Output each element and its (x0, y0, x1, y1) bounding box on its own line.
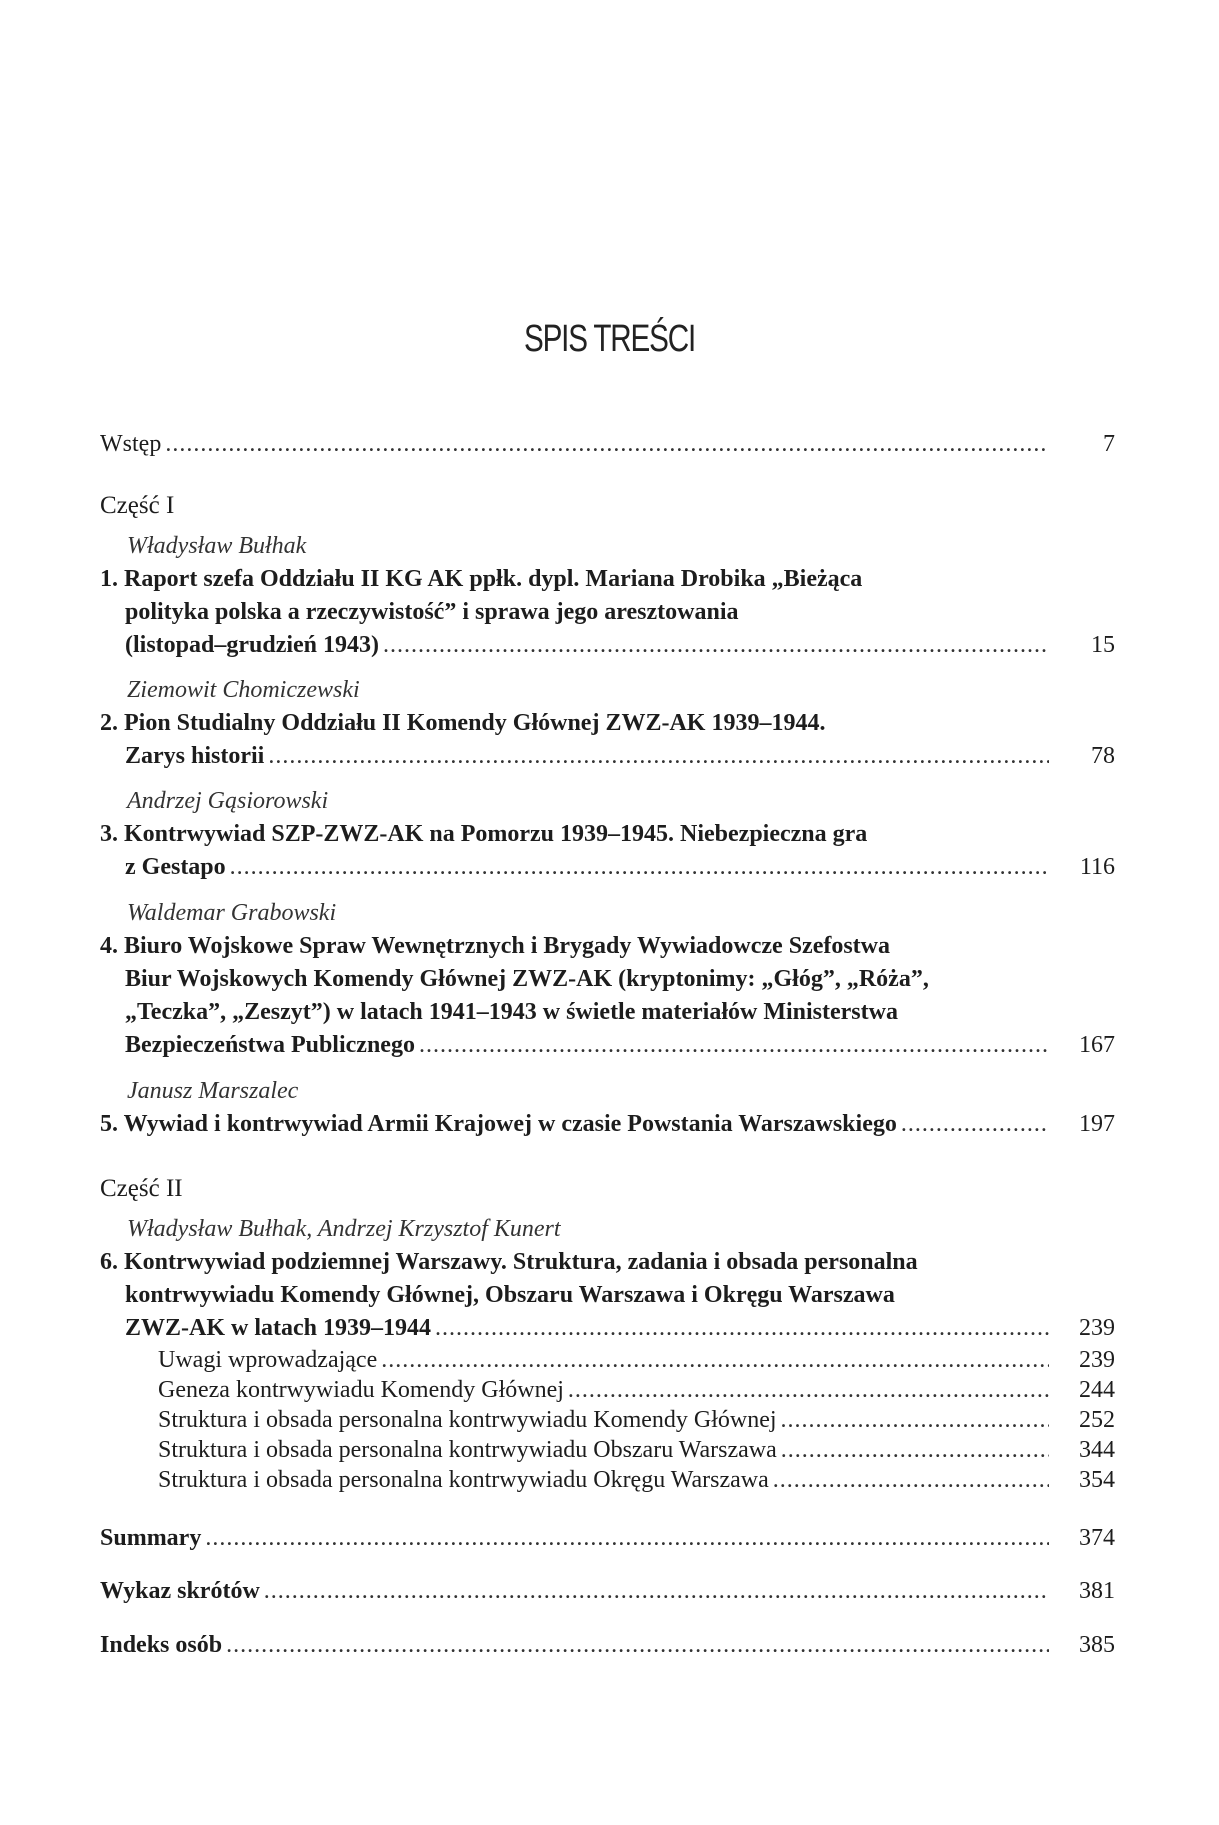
page-number: 7 (1103, 431, 1115, 457)
toc-entry-5[interactable] (100, 1075, 1115, 1141)
page-number: 239 (1079, 1347, 1115, 1373)
entry-title-line: 1. Raport szefa Oddziału II KG AK ppłk. dypl. Mariana Drobika „Bieżąca (100, 566, 863, 592)
entry-title-line: 2. Pion Studialny Oddziału II Komendy Głównej ZWZ-AK 1939–1944. (100, 710, 826, 736)
entry-title-line: (listopad–grudzień 1943) (125, 632, 380, 658)
entry-title-line: 4. Biuro Wojskowe Spraw Wewnętrznych i Brygady Wywiadowcze Szefostwa (100, 933, 890, 959)
toc-entry-summary[interactable] (100, 1522, 1115, 1555)
entry-label: Wykaz skrótów (100, 1578, 260, 1604)
page-number: 385 (1079, 1632, 1115, 1658)
toc-entry-abbreviations[interactable] (100, 1575, 1115, 1608)
leader-dots (165, 428, 1049, 461)
toc-entry-3[interactable] (100, 785, 1115, 884)
page-number: 354 (1079, 1467, 1115, 1493)
entry-title-line: Biur Wojskowych Komendy Głównej ZWZ-AK (kryptonimy: „Głóg”, „Róża”, (125, 966, 929, 992)
page-number: 15 (1091, 632, 1115, 658)
leader-dots (205, 1522, 1049, 1555)
leader-dots (568, 1375, 1049, 1405)
toc-subentry[interactable] (100, 1435, 1115, 1465)
toc-subentry[interactable] (100, 1345, 1115, 1375)
leader-dots (419, 1029, 1049, 1062)
page-number: 239 (1079, 1315, 1115, 1341)
entry-author: Andrzej Gąsiorowski (127, 788, 329, 814)
leader-dots (781, 1405, 1049, 1435)
entry-title-line: 3. Kontrwywiad SZP-ZWZ-AK na Pomorzu 1939–1945. Niebezpieczna gra (100, 821, 868, 847)
entry-label: Summary (100, 1525, 202, 1551)
entry-label: Indeks osób (100, 1632, 223, 1658)
toc-subentry[interactable] (100, 1405, 1115, 1435)
entry-author: Władysław Bułhak (127, 533, 307, 559)
toc-entry-index[interactable] (100, 1629, 1115, 1662)
entry-author: Władysław Bułhak, Andrzej Krzysztof Kunert (127, 1216, 561, 1242)
entry-title-line: Zarys historii (125, 743, 265, 769)
part-heading-1: Część I (100, 492, 175, 519)
page-number: 197 (1079, 1111, 1115, 1137)
toc-entry-1[interactable] (100, 530, 1115, 662)
subentry-label: Struktura i obsada personalna kontrwywiadu Okręgu Warszawa (158, 1467, 769, 1493)
leader-dots (435, 1312, 1049, 1345)
leader-dots (383, 629, 1049, 662)
leader-dots (781, 1435, 1049, 1465)
page-number: 381 (1079, 1578, 1115, 1604)
toc-subentry[interactable] (100, 1465, 1115, 1495)
page-number: 374 (1079, 1525, 1115, 1551)
entry-title-line: „Teczka”, „Zeszyt”) w latach 1941–1943 w świetle materiałów Ministerstwa (125, 999, 898, 1025)
entry-label: Wstęp (100, 431, 162, 457)
entry-title-line: 5. Wywiad i kontrwywiad Armii Krajowej w czasie Powstania Warszawskiego (100, 1111, 897, 1137)
entry-author: Ziemowit Chomiczewski (127, 677, 360, 703)
entry-title-line: ZWZ-AK w latach 1939–1944 (125, 1315, 431, 1341)
subentry-label: Struktura i obsada personalna kontrwywiadu Obszaru Warszawa (158, 1437, 777, 1463)
leader-dots (226, 1629, 1049, 1662)
entry-title-line: polityka polska a rzeczywistość” i sprawa jego aresztowania (125, 599, 739, 625)
entry-title-line: Bezpieczeństwa Publicznego (125, 1032, 415, 1058)
leader-dots (230, 851, 1049, 884)
leader-dots (264, 1575, 1049, 1608)
toc-entry-4[interactable] (100, 897, 1115, 1062)
page-title: SPIS TREŚCI (523, 318, 696, 360)
entry-title-line: z Gestapo (125, 854, 226, 880)
subentry-label: Struktura i obsada personalna kontrwywiadu Komendy Głównej (158, 1407, 777, 1433)
toc-entry-wstep[interactable] (100, 428, 1115, 461)
entry-title-line: 6. Kontrwywiad podziemnej Warszawy. Struktura, zadania i obsada personalna (100, 1249, 918, 1275)
toc-subentry[interactable] (100, 1375, 1115, 1405)
page-number: 78 (1091, 743, 1115, 769)
entry-author: Waldemar Grabowski (127, 900, 337, 926)
leader-dots (268, 740, 1049, 773)
toc-entry-6[interactable] (100, 1213, 1115, 1495)
leader-dots (381, 1345, 1049, 1375)
leader-dots (773, 1465, 1049, 1495)
page-number: 344 (1079, 1437, 1115, 1463)
toc-entry-2[interactable] (100, 674, 1115, 773)
page-number: 116 (1079, 854, 1115, 880)
page-number: 252 (1079, 1407, 1115, 1433)
entry-title-line: kontrwywiadu Komendy Głównej, Obszaru Warszawa i Okręgu Warszawa (125, 1282, 895, 1308)
part-heading-2: Część II (100, 1175, 183, 1202)
entry-author: Janusz Marszalec (127, 1078, 299, 1104)
leader-dots (901, 1108, 1049, 1141)
subentry-label: Uwagi wprowadzające (158, 1347, 378, 1373)
subentry-label: Geneza kontrwywiadu Komendy Głównej (158, 1377, 564, 1403)
page-number: 244 (1079, 1377, 1115, 1403)
page-number: 167 (1079, 1032, 1115, 1058)
